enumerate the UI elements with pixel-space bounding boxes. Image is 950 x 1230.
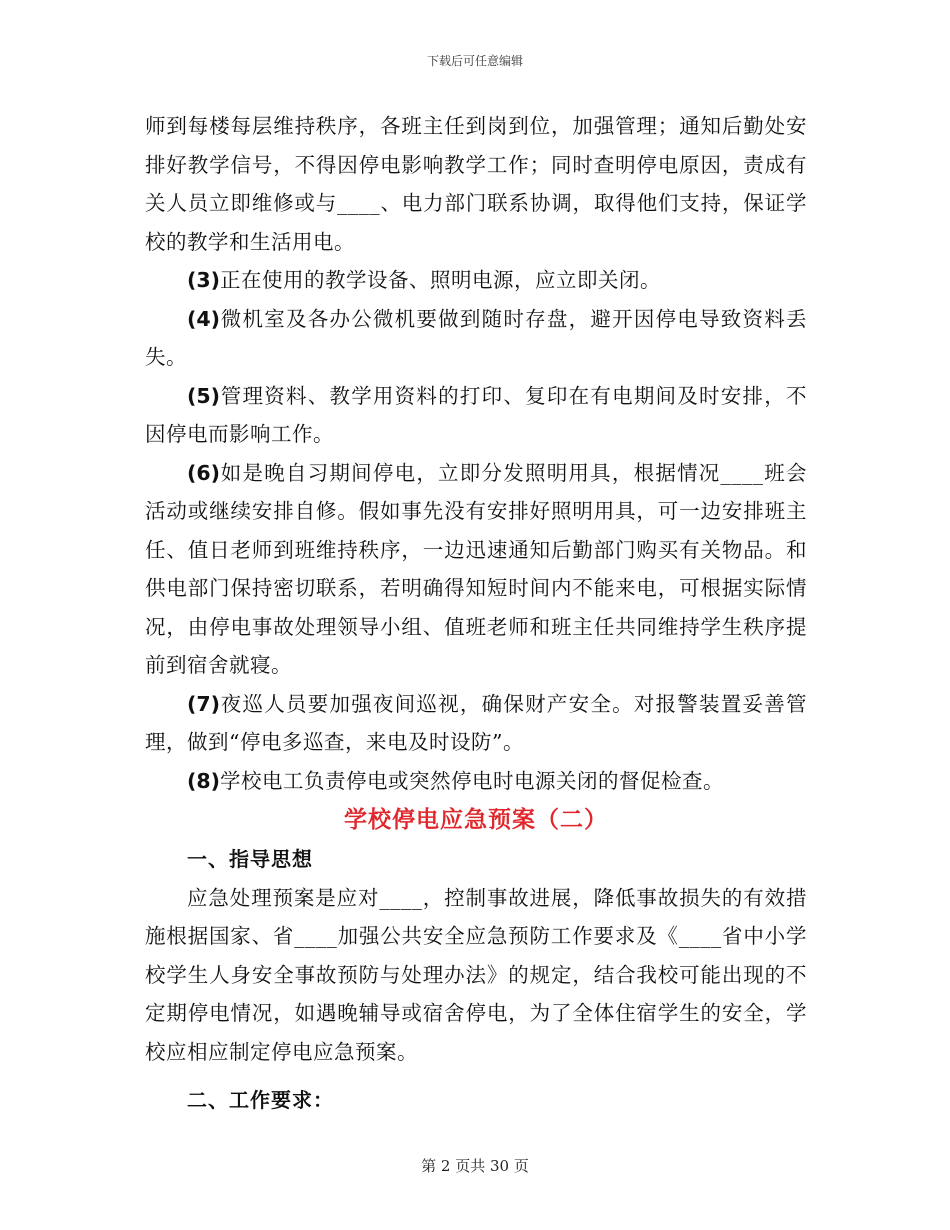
list-item-7 (145, 685, 807, 762)
list-item-text: 学校电工负责停电或突然停电时电源关闭的督促检查。 (220, 768, 725, 793)
list-item-3 (145, 261, 807, 300)
header-note: 下载后可任意编辑 (426, 54, 523, 68)
list-item-4 (145, 300, 807, 377)
list-item-text: 管理资料、教学用资料的打印、复印在有电期间及时安排，不因停电而影响工作。 (145, 383, 807, 446)
list-item-number: (5) (187, 383, 221, 408)
list-item-6 (145, 454, 807, 685)
list-item-number: (3) (187, 268, 221, 292)
paragraph-continued: 师到每楼每层维持秩序，各班主任到岗到位，加强管理；通知后勤处安排好教学信号，不得因停电影响教学工作；同时查明停电原因，责成有关人员立即维修或与____、电力部门联系协调，取得他们支持，保证学校的教学和生活用电。 (145, 114, 807, 254)
heading-work-requirements: 二、工作要求： (187, 1088, 334, 1112)
list-item-text: 微机室及各办公微机要做到随时存盘，避开因停电导致资料丢失。 (145, 306, 807, 369)
list-item-8 (145, 762, 807, 801)
list-item-text: 夜巡人员要加强夜间巡视，确保财产安全。对报警装置妥善管理，做到“停电多巡查，来电及时设防”。 (145, 691, 807, 754)
paragraph-guiding-principle: 应急处理预案是应对____，控制事故进展，降低事故损失的有效措施根据国家、省____加强公共安全应急预防工作要求及《____省中小学校学生人身安全事故预防与处理办法》的规定，结合我校可能出现的不定期停电情况，如遇晚辅导或宿舍停电，为了全体住宿学生的安全，学校应相应制定停电应急预案。 (145, 885, 807, 1064)
list-item-number: (4) (187, 306, 221, 331)
list-item-text: 如是晚自习期间停电，立即分发照明用具，根据情况____班会活动或继续安排自修。假如事先没有安排好照明用具，可一边安排班主任、值日老师到班维持秩序，一边迅速通知后勤部门购买有关物品。和供电部门保持密切联系，若明确得知短时间内不能来电，可根据实际情况，由停电事故处理领导小组、值班老师和班主任共同维持学生秩序提前到宿舍就寝。 (145, 460, 807, 677)
document-body (145, 107, 807, 1120)
list-item-number: (8) (187, 768, 221, 793)
list-item-number: (6) (187, 460, 221, 485)
heading-guiding-principle: 一、指导思想 (187, 847, 313, 871)
section-title: 学校停电应急预案（二） (344, 807, 608, 833)
list-item-number: (7) (187, 691, 221, 716)
page-number: 第 2 页共 30 页 (421, 1157, 529, 1175)
list-item-5 (145, 377, 807, 454)
list-item-text: 正在使用的教学设备、照明电源，应立即关闭。 (220, 268, 662, 292)
